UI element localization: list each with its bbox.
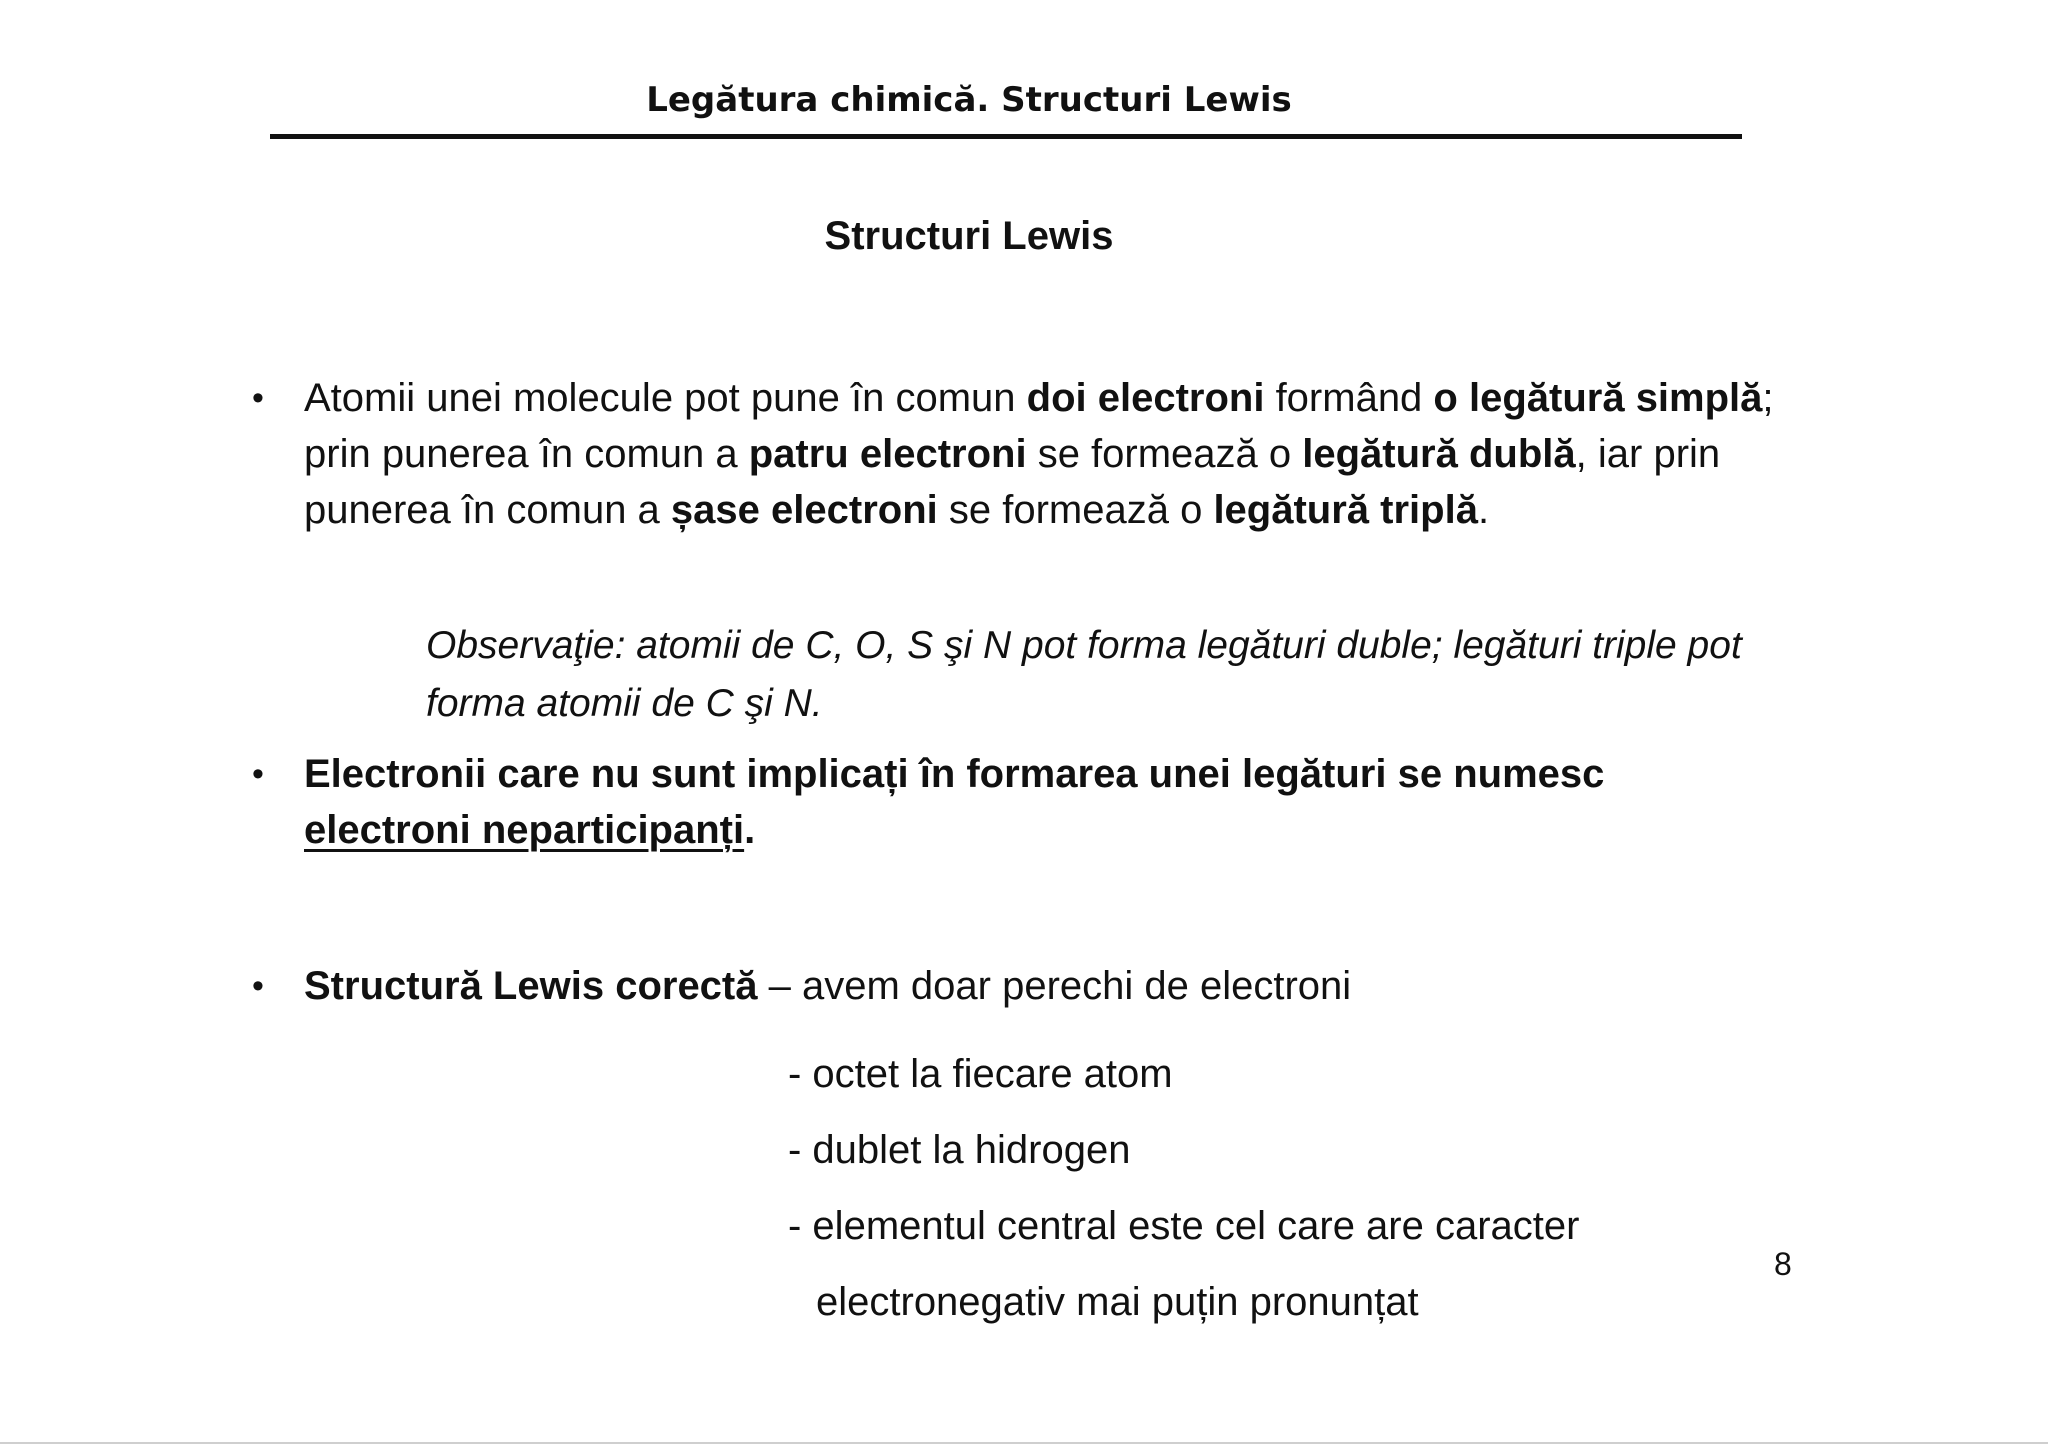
criteria-list — [788, 1036, 1788, 1340]
header-title-text: Legătura chimică. Structuri Lewis — [646, 80, 1292, 120]
bold-run: doi electroni — [1026, 376, 1265, 420]
underlined-term: electroni neparticipanți — [304, 808, 745, 852]
section-title-text: Structuri Lewis — [824, 214, 1114, 258]
bullet-text — [304, 376, 1774, 532]
text-run: formând — [1264, 376, 1434, 420]
bullet-nonbonding-electrons — [252, 746, 1774, 858]
criteria-item: - dublet la hidrogen — [788, 1128, 1131, 1172]
criteria-item-continuation: electronegativ mai puțin pronunțat — [816, 1280, 1419, 1324]
bold-run: legătură dublă — [1302, 432, 1576, 476]
criteria-item: - octet la fiecare atom — [788, 1052, 1173, 1096]
section-title — [0, 214, 2048, 259]
page-number: 8 — [1774, 1246, 1792, 1282]
bullet-text — [304, 964, 1351, 1008]
text-run: . — [744, 808, 756, 852]
text-run: – avem doar perechi de electroni — [757, 964, 1352, 1008]
bold-run: șase electroni — [670, 488, 938, 532]
bold-run: Structură Lewis corectă — [304, 964, 758, 1008]
header-title — [0, 80, 2048, 120]
bold-run: patru electroni — [748, 432, 1027, 476]
text-run: Electronii care nu sunt implicați în formarea unei legături se numesc — [304, 752, 1605, 796]
criteria-item: - elementul central este cel care are caracter — [788, 1204, 1580, 1248]
scan-edge-line — [0, 1442, 2048, 1444]
text-run: Atomii unei molecule pot pune în comun — [304, 376, 1027, 420]
bullet-bond-types — [252, 370, 1774, 538]
text-run: se formează o — [937, 488, 1214, 532]
bold-run: o legătură simplă — [1433, 376, 1763, 420]
text-run: se formează o — [1026, 432, 1303, 476]
text-run: , iar prin punerea în comun a — [304, 432, 1721, 532]
bullet-dot: • — [252, 967, 264, 1005]
bullet-dot: • — [252, 379, 264, 417]
bullet-text — [304, 752, 1604, 852]
bold-run: legătură triplă — [1213, 488, 1478, 532]
bullet-lewis-correct — [252, 958, 1774, 1014]
header-rule — [270, 134, 1742, 139]
observation-note: Observaţie: atomii de C, O, S şi N pot forma legături duble; legături triple pot forma atomii de C şi N. — [426, 624, 1742, 725]
text-run: . — [1477, 488, 1490, 532]
text-run: ; prin punerea în comun a — [304, 376, 1774, 476]
bullet-dot: • — [252, 755, 264, 793]
